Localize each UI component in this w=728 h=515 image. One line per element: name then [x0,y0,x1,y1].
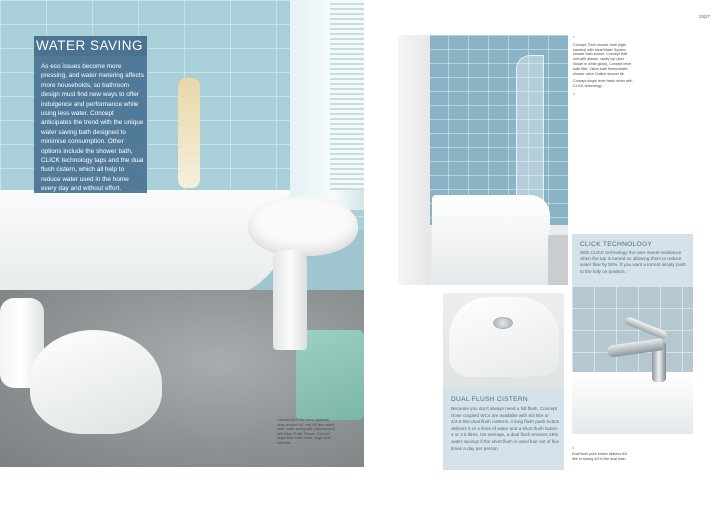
tall-cabinet [398,35,430,285]
water-saving-title-bar [34,36,147,56]
toilet-bowl [30,330,162,434]
shower-bath [432,195,550,285]
tap-basin [572,372,693,434]
shower-floor [548,235,568,285]
click-technology-panel [572,234,693,286]
window-blind [330,0,364,190]
basin [248,196,358,256]
tap-caption-mark: < [572,446,575,450]
tap-caption [572,446,632,462]
page-number: 26|27 [699,14,711,19]
click-technology-title: CLICK TECHNOLOGY [580,241,653,248]
water-saving-title: WATER SAVING [36,38,144,53]
caption-mark: < [573,35,576,39]
shower-bath-photo [398,35,568,285]
water-saving-bath [0,190,290,300]
cistern-lid [449,297,559,377]
click-technology-body: With CLICK technology the user meets resistance when the tap is turned on allowing them to reduce water flow by 50%. If you want a torrent simply push to the fully on position. [580,250,686,274]
water-saving-panel [34,56,147,193]
caption-text: Concept 70cm shower bath (right handed) with Ideal Water System shower bath screen. Concept Half unit with drawer, vanity top (also shown in white gloss), Concept lever bath filler, Vision bath thermostatic shower valve Outline shower kit. [573,42,632,76]
dual-flush-body: Because you don't always need a full flush, Concept close coupled WCs are available with 6/4 litre or 4/2.6 litre dual flush cisterns. A long flush push button delivers 6 or 4 litres of water and a short flush button 4 or 2.6 litres. On average, a dual flush ensures 25% water savings if the short flush is used four out of five times a day per person. [451,406,560,451]
water-saving-body: As eco issues become more pressing, and water metering affects more households, so bathroom design must find new ways to offer indulgence and performance while using less water. Concept anticipates the trend with the unique water saving bath designed to minimise consumption. Other options include the shower bath, CLICK technology taps and the dual flush cistern, which all help to reduce water used in the home every day and without effort. [41,63,144,193]
back-brush [178,78,200,188]
left-photo-caption: Concept Arc 5 litre basin, pedestal, close coupled WC with 4/6 litre cistern, bidet, water saving bath (right handed) with Move Profile Shower, Concept single lever basin mixer, single lever bath filler. [277,418,336,445]
basin-pedestal [273,250,307,350]
flush-button [493,317,513,329]
cistern-photo [443,293,564,389]
tap-photo [572,286,693,434]
dual-flush-panel [443,389,564,470]
dual-flush-title: DUAL FLUSH CISTERN [451,396,528,403]
shower-bath-caption [573,35,633,100]
tap-caption-text: Dual flush push button delivers 6/4 litre or saving 4/2.6 litre dual flush [572,451,628,461]
shower-screen [516,55,544,217]
caption-note: Concept single lever basin mixer with CLICK technology [573,79,633,89]
caption-mark-2: > [573,91,576,96]
